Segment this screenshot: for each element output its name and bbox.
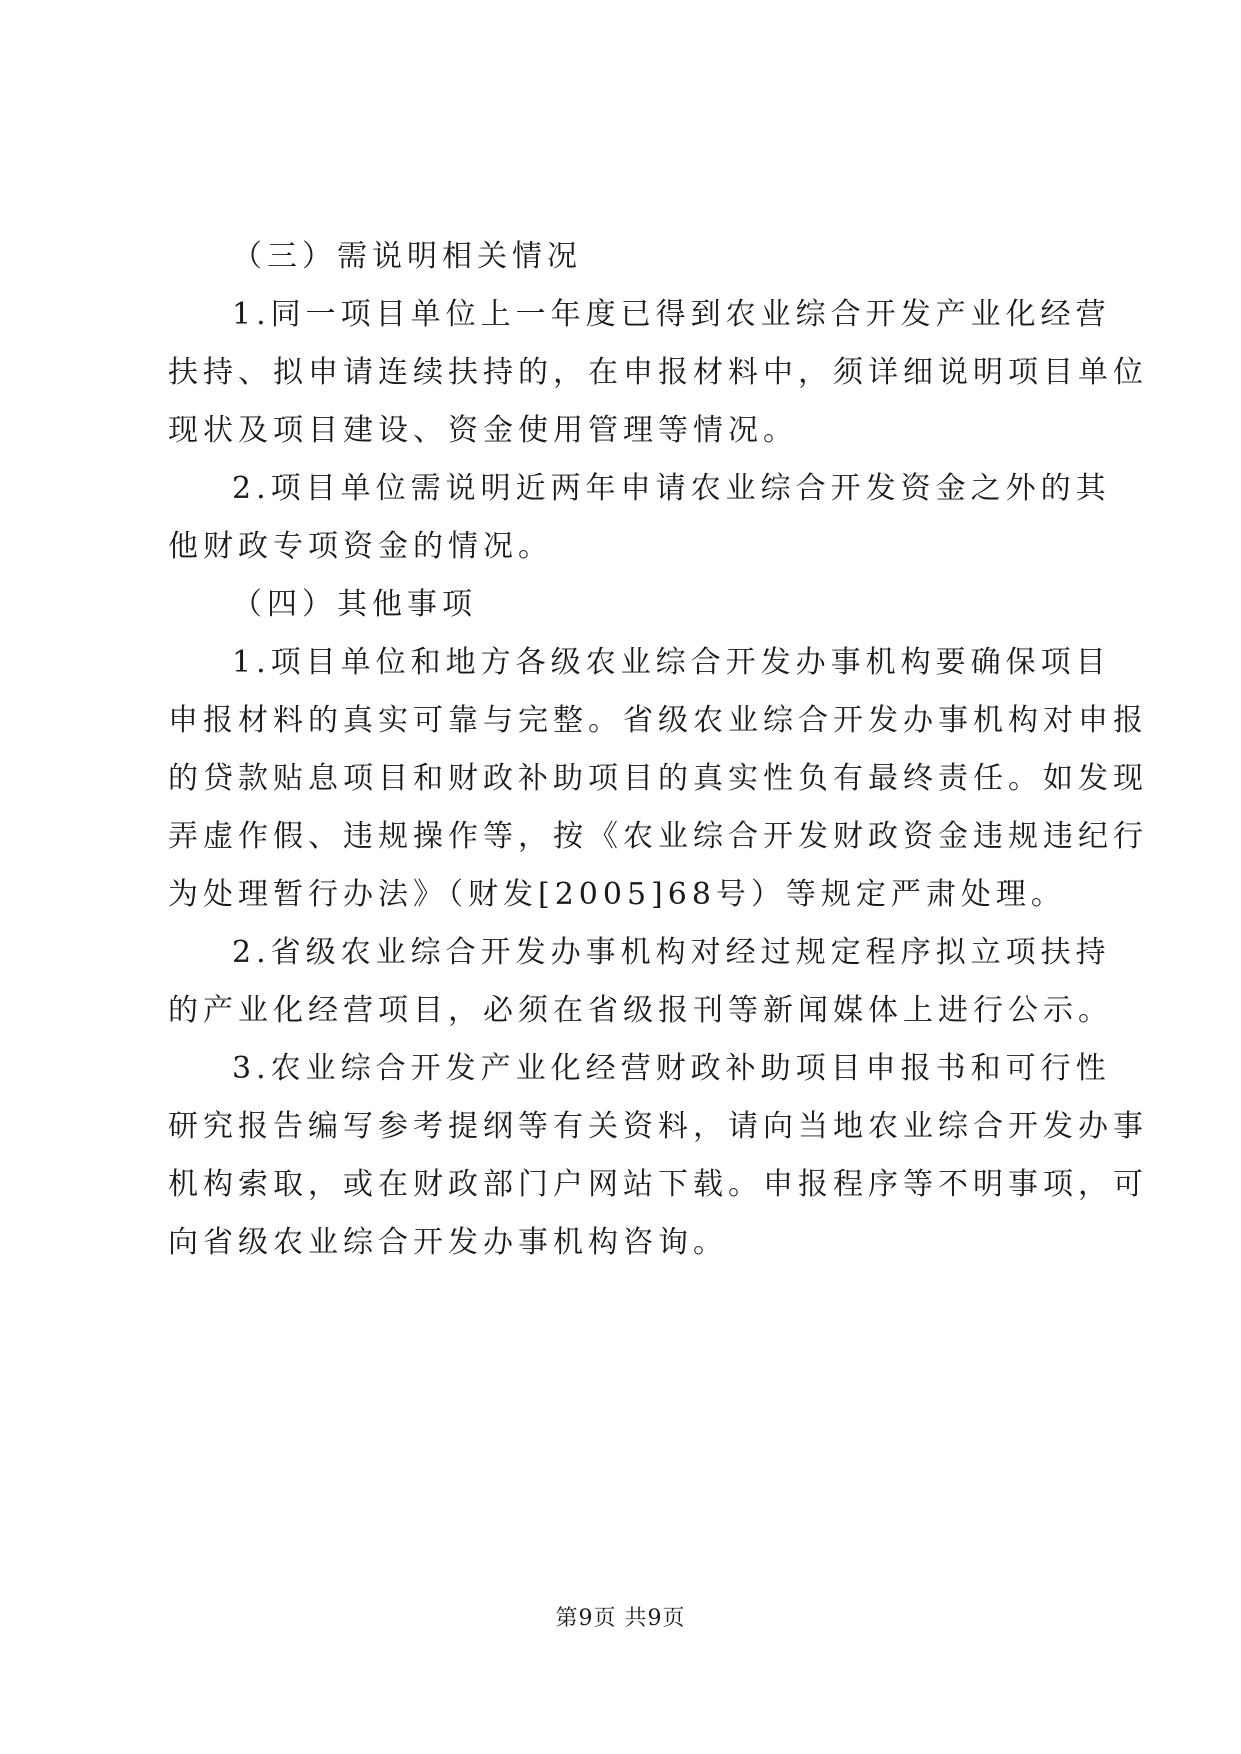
paragraph-line: 现状及项目建设、资金使用管理等情况。 [168,413,798,448]
page-number-footer: 第9页 共9页 [555,1606,686,1631]
paragraph-line: 的贷款贴息项目和财政补助项目的真实性负有最终责任。如发现 [168,761,1148,796]
paragraph-line: 申报材料的真实可靠与完整。省级农业综合开发办事机构对申报 [168,703,1148,738]
paragraph-line: 研究报告编写参考提纲等有关资料，请向当地农业综合开发办事 [168,1109,1148,1144]
paragraph-line: 向省级农业综合开发办事机构咨询。 [168,1225,728,1260]
paragraph-line: 1.同一项目单位上一年度已得到农业综合开发产业化经营 [232,297,1111,332]
paragraph-line: 3.农业综合开发产业化经营财政补助项目申报书和可行性 [232,1051,1111,1086]
paragraph-line: 机构索取，或在财政部门户网站下载。申报程序等不明事项，可 [168,1167,1148,1202]
paragraph-line: 的产业化经营项目，必须在省级报刊等新闻媒体上进行公示。 [168,993,1113,1028]
section-heading-3: （三）需说明相关情况 [232,239,582,274]
paragraph-line: 弄虚作假、违规操作等，按《农业综合开发财政资金违规违纪行 [168,819,1148,854]
paragraph-line: 扶持、拟申请连续扶持的，在申报材料中，须详细说明项目单位 [168,355,1148,390]
paragraph-line: 1.项目单位和地方各级农业综合开发办事机构要确保项目 [232,645,1111,680]
paragraph-line: 2.省级农业综合开发办事机构对经过规定程序拟立项扶持 [232,935,1111,970]
section-heading-4: （四）其他事项 [232,587,477,622]
paragraph-line: 2.项目单位需说明近两年申请农业综合开发资金之外的其 [232,471,1111,506]
paragraph-line: 他财政专项资金的情况。 [168,529,553,564]
paragraph-line: 为处理暂行办法》（财发[2005]68号）等规定严肃处理。 [168,877,1066,912]
